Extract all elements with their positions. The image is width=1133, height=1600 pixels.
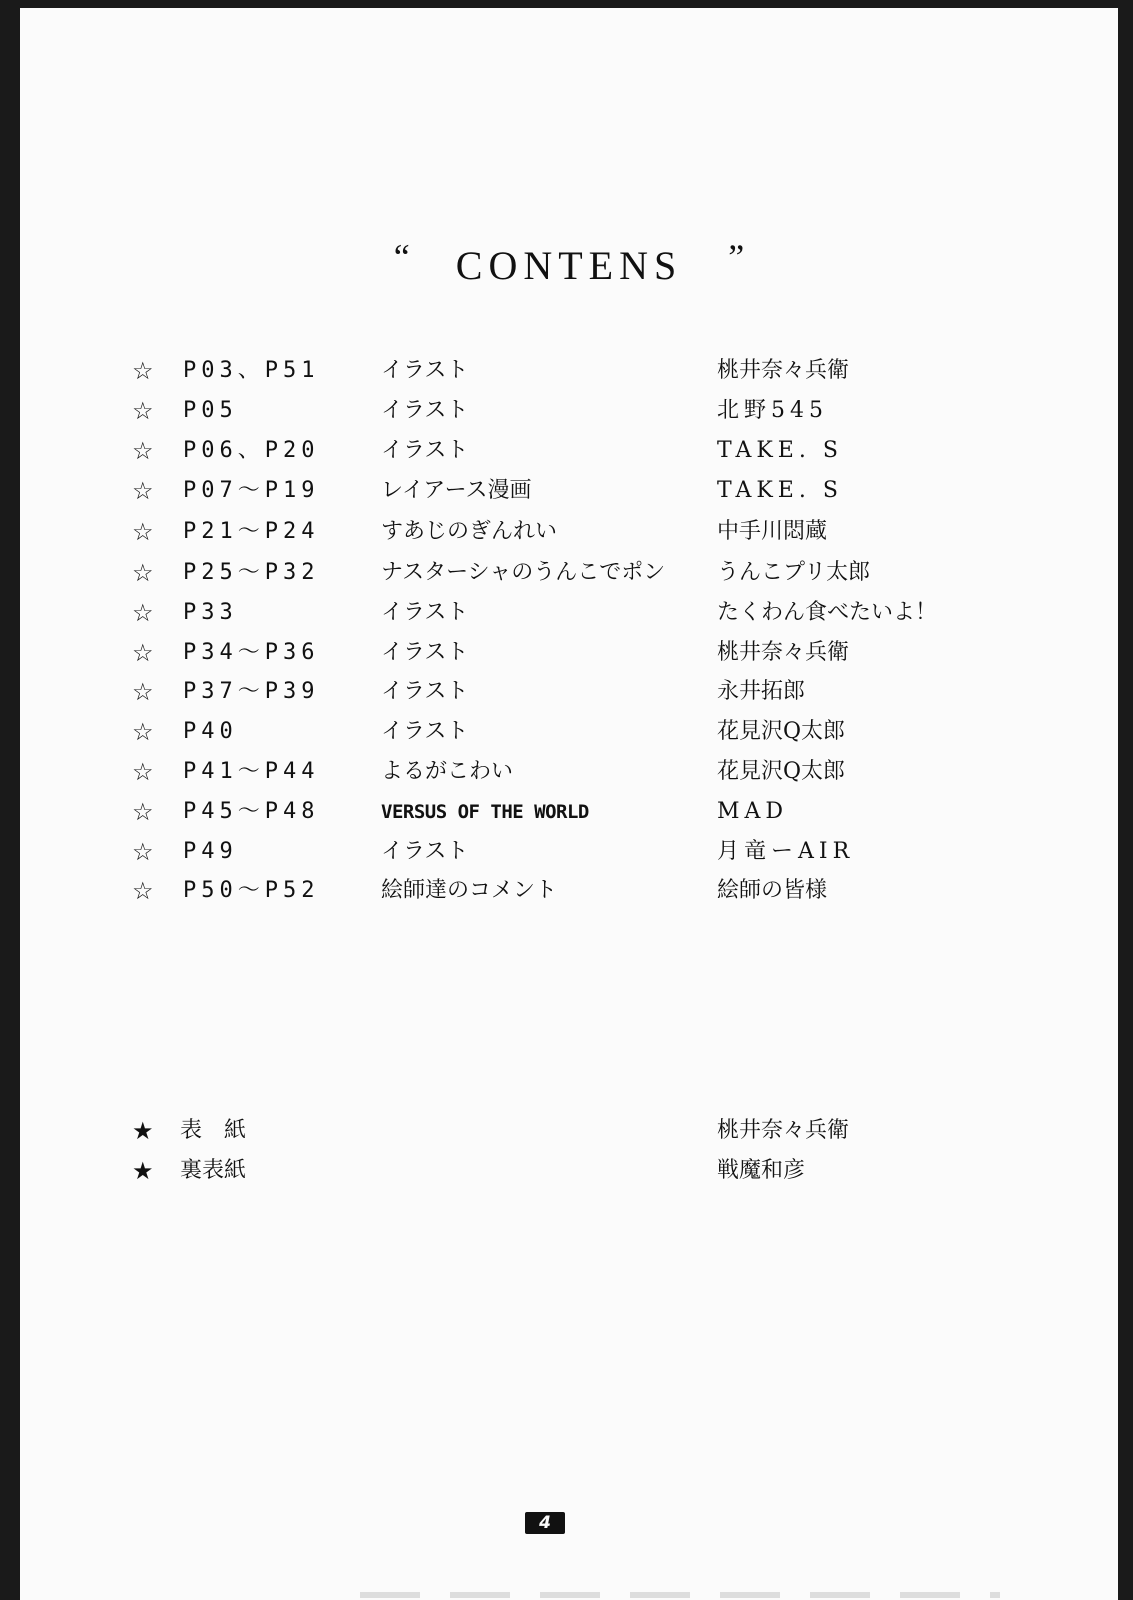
outline-star-icon: ☆	[132, 678, 154, 706]
work-title: イラスト	[381, 600, 469, 625]
page-range: P33	[183, 600, 238, 625]
outline-star-icon: ☆	[132, 397, 154, 425]
page-range: P34〜P36	[183, 640, 320, 665]
artist-name: 北野545	[717, 398, 828, 423]
artist-name: 月竜ーAIR	[717, 839, 855, 864]
work-title: よるがこわい	[381, 759, 514, 784]
page-range: P05	[183, 398, 238, 423]
work-title: イラスト	[381, 719, 469, 744]
artist-name: TAKE. S	[717, 478, 843, 503]
page-range: P50〜P52	[183, 878, 320, 903]
title-open-quote: “	[393, 237, 410, 277]
outline-star-icon: ☆	[132, 877, 154, 905]
artist-name: 桃井奈々兵衛	[717, 358, 850, 383]
artist-name: たくわん食べたいよ！	[717, 600, 938, 625]
work-title: イラスト	[381, 640, 469, 665]
outline-star-icon: ☆	[132, 639, 154, 667]
page-range: P07〜P19	[183, 478, 320, 503]
artist-name: 桃井奈々兵衛	[717, 640, 850, 665]
page-number-badge: 4	[525, 1512, 565, 1534]
page-title	[20, 236, 1118, 289]
work-title: すあじのぎんれい	[381, 519, 558, 544]
page-range: P06、P20	[183, 438, 320, 463]
artist-name: 花見沢Q太郎	[717, 759, 846, 784]
outline-star-icon: ☆	[132, 518, 154, 546]
work-title: レイアース漫画	[381, 478, 532, 503]
page-range: P03、P51	[183, 358, 320, 383]
artist-name: TAKE. S	[717, 438, 843, 463]
artist-name: 中手川悶蔵	[717, 519, 828, 544]
page-range: P37〜P39	[183, 679, 320, 704]
outline-star-icon: ☆	[132, 477, 154, 505]
work-title: 絵師達のコメント	[381, 878, 558, 903]
cover-label: 表 紙	[180, 1118, 247, 1143]
artist-name: MAD	[717, 799, 789, 824]
page-range: P40	[183, 719, 238, 744]
filled-star-icon: ★	[132, 1117, 154, 1145]
document-page	[20, 8, 1118, 1600]
page-range: P21〜P24	[183, 519, 320, 544]
artist-name: 永井拓郎	[717, 679, 806, 704]
page-range: P45〜P48	[183, 799, 320, 824]
outline-star-icon: ☆	[132, 599, 154, 627]
outline-star-icon: ☆	[132, 437, 154, 465]
filled-star-icon: ★	[132, 1157, 154, 1185]
artist-name: 桃井奈々兵衛	[717, 1118, 850, 1143]
page-range: P41〜P44	[183, 759, 320, 784]
outline-star-icon: ☆	[132, 798, 154, 826]
title-text: CONTENS	[455, 243, 683, 288]
artist-name: うんこプリ太郎	[717, 560, 871, 585]
work-title: ナスターシャのうんこでポン	[381, 560, 666, 585]
outline-star-icon: ☆	[132, 357, 154, 385]
cover-label: 裏表紙	[180, 1158, 247, 1183]
title-close-quote: ”	[728, 237, 745, 277]
work-title: イラスト	[381, 358, 469, 383]
page-range: P25〜P32	[183, 560, 320, 585]
outline-star-icon: ☆	[132, 758, 154, 786]
work-title: VERSUS OF THE WORLD	[381, 801, 589, 823]
scan-bleed-decoration	[360, 1592, 1000, 1598]
work-title: イラスト	[381, 398, 469, 423]
artist-name: 絵師の皆様	[717, 878, 828, 903]
work-title: イラスト	[381, 438, 469, 463]
outline-star-icon: ☆	[132, 838, 154, 866]
artist-name: 戦魔和彦	[717, 1158, 806, 1183]
page-range: P49	[183, 839, 238, 864]
work-title: イラスト	[381, 679, 469, 704]
artist-name: 花見沢Q太郎	[717, 719, 846, 744]
outline-star-icon: ☆	[132, 718, 154, 746]
work-title: イラスト	[381, 839, 469, 864]
outline-star-icon: ☆	[132, 559, 154, 587]
